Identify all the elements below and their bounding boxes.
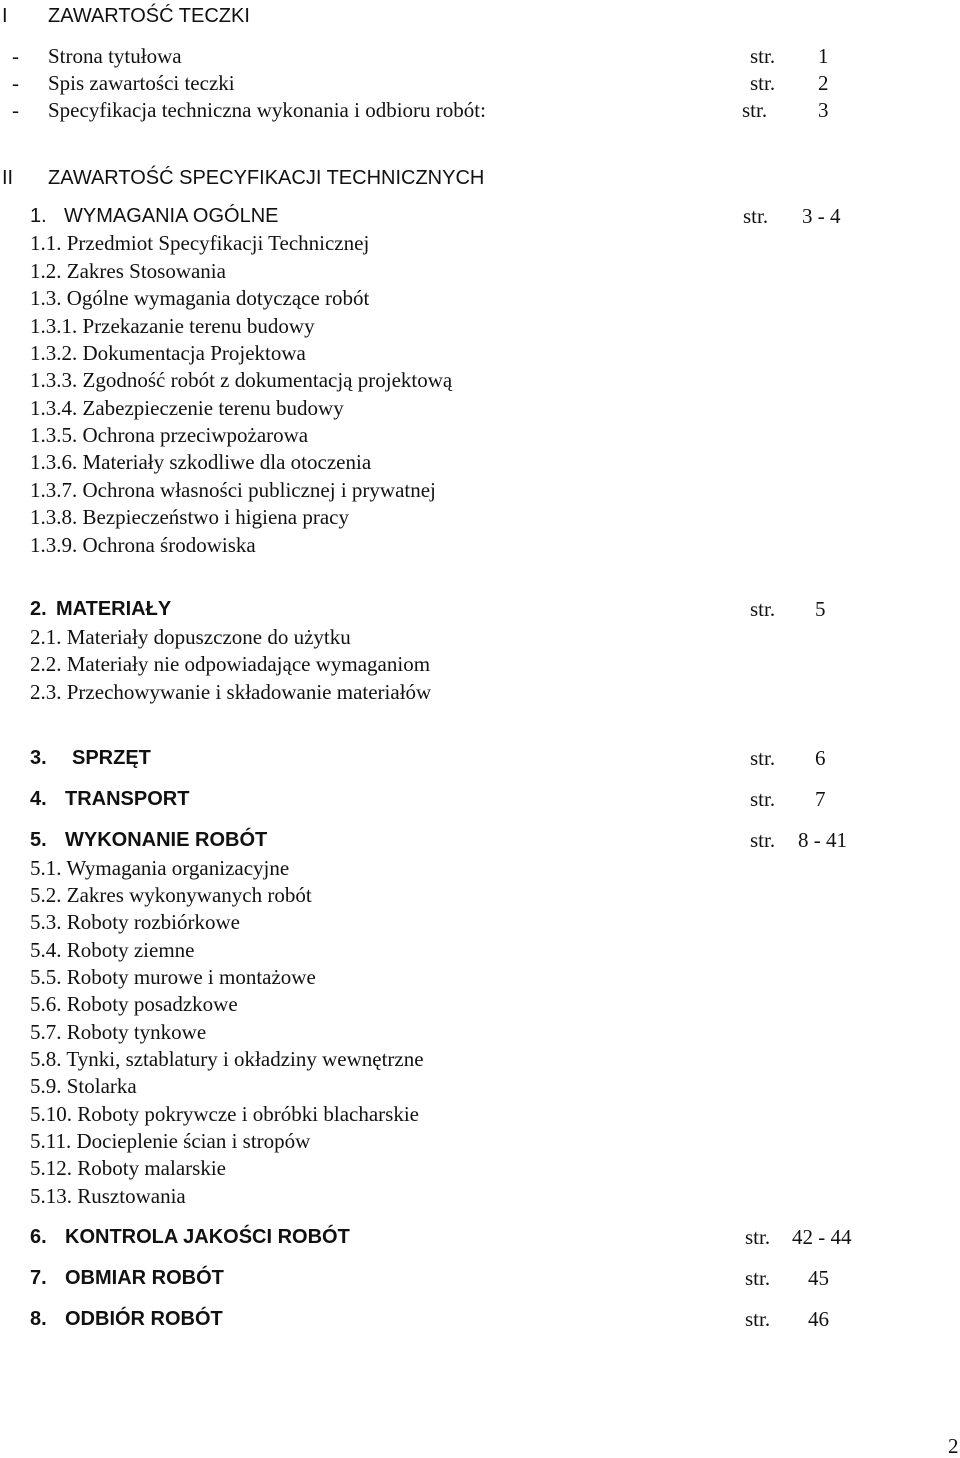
- section-title: ODBIÓR ROBÓT: [65, 1308, 223, 1330]
- section-title: KONTROLA JAKOŚCI ROBÓT: [65, 1226, 350, 1248]
- entry-label: Strona tytułowa: [48, 44, 182, 68]
- subsection-item: 1.3.6. Materiały szkodliwe dla otoczenia: [30, 450, 372, 474]
- subsection-item: 5.11. Docieplenie ścian i stropów: [30, 1129, 311, 1153]
- subsection-item: 1.3.7. Ochrona własności publicznej i prywatnej: [30, 478, 436, 502]
- section-number: 8.: [30, 1308, 47, 1330]
- page-number: 2: [948, 1434, 959, 1458]
- entry-str: str.: [750, 44, 776, 68]
- subsection-item: 1.3.8. Bezpieczeństwo i higiena pracy: [30, 505, 349, 529]
- subsection-item: 2.2. Materiały nie odpowiadające wymaganiom: [30, 652, 431, 676]
- subsection-item: 1.3.3. Zgodność robót z dokumentacją projektową: [30, 368, 453, 392]
- part2-numeral: II: [2, 167, 14, 189]
- entry-dash: -: [12, 71, 19, 95]
- subsection-item: 5.2. Zakres wykonywanych robót: [30, 883, 312, 907]
- part1-title: ZAWARTOŚĆ TECZKI: [48, 5, 250, 27]
- subsection-item: 5.4. Roboty ziemne: [30, 938, 195, 962]
- subsection-item: 1.3.4. Zabezpieczenie terenu budowy: [30, 396, 344, 420]
- section-number: 4.: [30, 788, 47, 810]
- entry-str: str.: [750, 71, 776, 95]
- section-page: 7: [815, 787, 826, 811]
- section-page: 46: [808, 1307, 829, 1331]
- section-str: str.: [750, 746, 776, 770]
- subsection-item: 5.6. Roboty posadzkowe: [30, 992, 238, 1016]
- entry-label: Specyfikacja techniczna wykonania i odbioru robót:: [48, 98, 486, 122]
- section-title: WYMAGANIA OGÓLNE: [64, 205, 279, 227]
- subsection-item: 1.3. Ogólne wymagania dotyczące robót: [30, 286, 370, 310]
- section-page: 42 - 44: [792, 1225, 852, 1249]
- section-number: 5.: [30, 829, 47, 851]
- subsection-item: 1.3.1. Przekazanie terenu budowy: [30, 314, 315, 338]
- section-number: 3.: [30, 747, 47, 769]
- subsection-item: 5.1. Wymagania organizacyjne: [30, 856, 290, 880]
- section-str: str.: [743, 204, 769, 228]
- subsection-item: 1.1. Przedmiot Specyfikacji Technicznej: [30, 231, 370, 255]
- section-page: 3 - 4: [802, 204, 841, 228]
- subsection-item: 5.10. Roboty pokrywcze i obróbki blacharskie: [30, 1102, 419, 1126]
- section-str: str.: [750, 828, 776, 852]
- entry-page: 1: [818, 44, 829, 68]
- subsection-item: 5.13. Rusztowania: [30, 1184, 186, 1208]
- subsection-item: 5.8. Tynki, sztablatury i okładziny wewnętrzne: [30, 1047, 424, 1071]
- subsection-item: 5.12. Roboty malarskie: [30, 1156, 226, 1180]
- section-page: 6: [815, 746, 826, 770]
- section-page: 45: [808, 1266, 829, 1290]
- entry-dash: -: [12, 44, 19, 68]
- entry-dash: -: [12, 98, 19, 122]
- subsection-item: 1.3.9. Ochrona środowiska: [30, 533, 256, 557]
- section-title: OBMIAR ROBÓT: [65, 1267, 224, 1289]
- section-str: str.: [745, 1307, 771, 1331]
- section-title: WYKONANIE ROBÓT: [65, 829, 268, 851]
- subsection-item: 2.3. Przechowywanie i składowanie materiałów: [30, 680, 432, 704]
- entry-label: Spis zawartości teczki: [48, 71, 235, 95]
- section-str: str.: [750, 597, 776, 621]
- subsection-item: 1.3.5. Ochrona przeciwpożarowa: [30, 423, 309, 447]
- section-str: str.: [745, 1225, 771, 1249]
- section-title: TRANSPORT: [65, 788, 190, 810]
- section-page: 5: [815, 597, 826, 621]
- part1-numeral: I: [2, 5, 8, 27]
- subsection-item: 1.3.2. Dokumentacja Projektowa: [30, 341, 306, 365]
- subsection-item: 5.7. Roboty tynkowe: [30, 1020, 207, 1044]
- subsection-item: 5.3. Roboty rozbiórkowe: [30, 910, 240, 934]
- section-number: 7.: [30, 1267, 47, 1289]
- part2-title: ZAWARTOŚĆ SPECYFIKACJI TECHNICZNYCH: [48, 167, 485, 189]
- section-page: 8 - 41: [798, 828, 847, 852]
- section-str: str.: [745, 1266, 771, 1290]
- subsection-item: 5.9. Stolarka: [30, 1074, 137, 1098]
- section-number: 2.: [30, 598, 47, 620]
- section-title: MATERIAŁY: [56, 598, 172, 620]
- subsection-item: 2.1. Materiały dopuszczone do użytku: [30, 625, 351, 649]
- entry-page: 3: [818, 98, 829, 122]
- section-number: 1.: [30, 205, 47, 227]
- section-title: SPRZĘT: [72, 747, 151, 769]
- subsection-item: 5.5. Roboty murowe i montażowe: [30, 965, 316, 989]
- entry-page: 2: [818, 71, 829, 95]
- section-str: str.: [750, 787, 776, 811]
- subsection-item: 1.2. Zakres Stosowania: [30, 259, 226, 283]
- section-number: 6.: [30, 1226, 47, 1248]
- entry-str: str.: [742, 98, 768, 122]
